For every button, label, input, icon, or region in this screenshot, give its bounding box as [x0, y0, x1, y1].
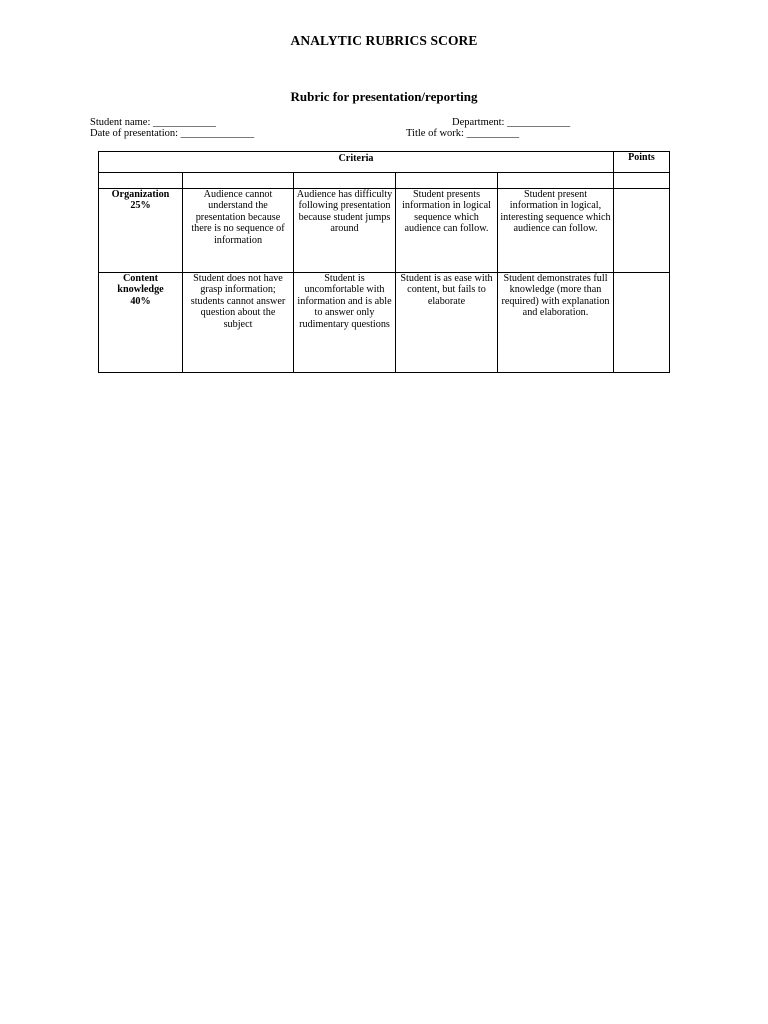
rubric-table	[98, 151, 670, 373]
points-cell[interactable]	[614, 273, 670, 373]
row-label-text: Organization	[111, 189, 170, 200]
criteria-header: Criteria	[99, 152, 614, 173]
row-label-content-knowledge	[99, 273, 183, 373]
table-header-row	[99, 152, 670, 173]
rubric-cell: Student is as ease with content, but fails to elaborate	[396, 273, 498, 373]
title-of-work-field: Title of work: __________	[406, 128, 520, 139]
date-of-presentation-field: Date of presentation: ______________	[90, 128, 255, 139]
rubric-cell: Student does not have grasp information; students cannot answer question about the subject	[183, 273, 294, 373]
document-title: ANALYTIC RUBRICS SCORE	[290, 33, 478, 48]
student-name-field: Student name: ____________	[90, 117, 216, 128]
table-row-content-knowledge	[99, 273, 670, 373]
blank-cell	[183, 173, 294, 189]
row-weight: 40%	[130, 295, 151, 307]
blank-cell	[396, 173, 498, 189]
row-label-organization	[99, 189, 183, 273]
row-label-text: Content knowledge	[117, 273, 164, 296]
blank-cell	[294, 173, 396, 189]
blank-cell	[99, 173, 183, 189]
points-header: Points	[614, 152, 670, 173]
rubric-cell: Student present information in logical, interesting sequence which audience can follow.	[498, 189, 614, 273]
department-field: Department: ____________	[452, 117, 571, 128]
rubric-cell: Student presents information in logical sequence which audience can follow.	[396, 189, 498, 273]
rubric-cell: Audience cannot understand the presentation because there is no sequence of information	[183, 189, 294, 273]
table-row-organization	[99, 189, 670, 273]
blank-cell	[614, 173, 670, 189]
blank-cell	[498, 173, 614, 189]
points-cell[interactable]	[614, 189, 670, 273]
rubric-cell: Student is uncomfortable with information and is able to answer only rudimentary questions	[294, 273, 396, 373]
rubric-subtitle: Rubric for presentation/reporting	[290, 89, 478, 104]
rubric-cell: Student demonstrates full knowledge (more than required) with explanation and elaboration.	[498, 273, 614, 373]
rubric-cell: Audience has difficulty following presentation because student jumps around	[294, 189, 396, 273]
table-blank-row	[99, 173, 670, 189]
row-weight: 25%	[130, 200, 151, 212]
